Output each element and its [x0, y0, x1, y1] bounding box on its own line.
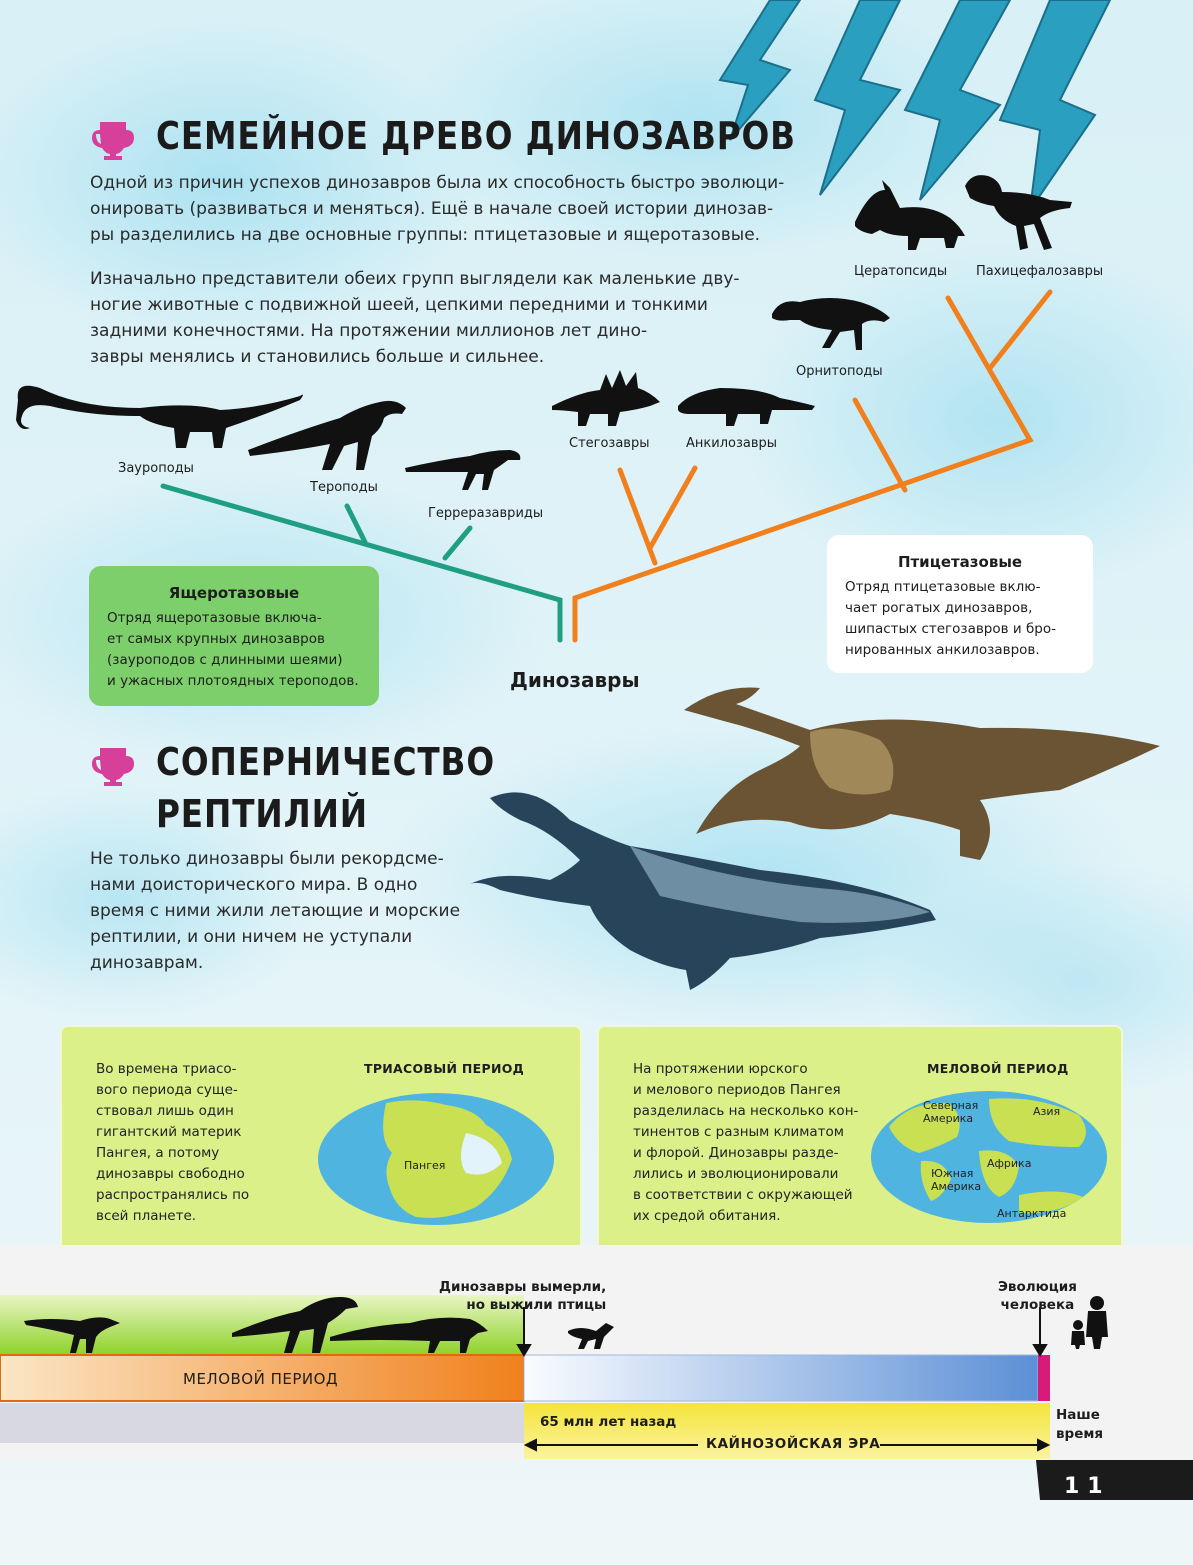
mya-label: 65 млн лет назад	[540, 1414, 677, 1430]
pangaea-label: Пангея	[404, 1159, 446, 1172]
south-america-label: Южная Америка	[931, 1167, 982, 1193]
saurischia-info-box	[89, 566, 379, 706]
africa-label: Африка	[987, 1157, 1032, 1170]
ornithischia-text: Отряд птицетазовые вклю- чает рогатых динозавров, шипастых стегозавров и бро- нированных анкилозавров.	[845, 579, 1056, 658]
triassic-panel-text: Во времена триасо- вого периода суще- ствовал лишь один гигантский материк Пангея, а потому динозавры свободно распространялись по всей планете.	[96, 1061, 250, 1224]
label-stegosaurs: Стегозавры	[569, 436, 650, 451]
ornithischia-info-box	[827, 535, 1093, 673]
cretaceous-panel-text: На протяжении юрского и мелового периодов Пангея разделилась на несколько кон- тинентов с разным климатом и флорой. Динозавры разде- лились и эволюционировали в соответствии с окружающей их средой обитания.	[633, 1061, 859, 1224]
cretaceous-map-title: МЕЛОВОЙ ПЕРИОД	[927, 1061, 1069, 1076]
tree-root-label: Динозавры	[510, 668, 640, 692]
north-america-label: Северная Америка	[923, 1099, 979, 1125]
label-ornithopods: Орнитоподы	[796, 364, 883, 379]
triassic-panel	[60, 1025, 582, 1257]
saurischia-title: Ящеротазовые	[168, 584, 300, 602]
human-evolution-caption: Эволюция человека	[998, 1279, 1077, 1313]
intro-paragraph: Одной из причин успехов динозавров была их способность быстро эволюци- онировать (развиваться и меняться). Ещё в начале своей истории динозав- ры разделились на две основные группы: птицетазовые и ящеротазовые.	[90, 173, 785, 245]
ornithischia-title: Птицетазовые	[897, 553, 1023, 571]
label-ankylosaurs: Анкилозавры	[686, 436, 778, 451]
asia-label: Азия	[1033, 1105, 1061, 1118]
marine-and-flying-reptiles-illustration	[460, 670, 1180, 1010]
cretaceous-period-bar-label: МЕЛОВОЙ ПЕРИОД	[183, 1370, 339, 1388]
label-theropods: Тероподы	[310, 480, 378, 495]
label-herrerasaurids: Герреразавриды	[428, 506, 544, 521]
section-title-family-tree: СЕМЕЙНОЕ ДРЕВО ДИНОЗАВРОВ	[156, 114, 796, 158]
extinction-caption: Динозавры вымерли, но выжили птицы	[439, 1279, 607, 1313]
cenozoic-era-label: КАЙНОЗОЙСКАЯ ЭРА	[706, 1436, 881, 1452]
antarctica-label: Антарктида	[997, 1207, 1067, 1220]
trophy-icon	[90, 118, 136, 160]
page-number: 11	[1064, 1474, 1111, 1499]
section-title-reptile-rivalry-line2: РЕПТИЛИЙ	[156, 792, 369, 836]
section-title-reptile-rivalry-line1: СОПЕРНИЧЕСТВО	[156, 740, 495, 784]
reptiles-paragraph: Не только динозавры были рекордсме- нами доисторического мира. В одно время с ними жили летающие и морские рептилии, и они ничем не уступали динозаврам.	[90, 849, 461, 973]
label-ceratopsids: Цератопсиды	[854, 264, 948, 279]
trophy-icon	[90, 744, 136, 786]
dinosaur-silhouettes	[16, 175, 1072, 490]
present-time-label: Наше время	[1056, 1407, 1104, 1442]
triassic-map-title: ТРИАСОВЫЙ ПЕРИОД	[364, 1061, 525, 1076]
saurischia-text: Отряд ящеротазовые включа- ет самых крупных динозавров (зауроподов с длинными шеями) и ужасных плотоядных тероподов.	[107, 610, 359, 689]
cretaceous-panel	[597, 1025, 1123, 1257]
label-pachycephalosaurs: Пахицефалозавры	[976, 264, 1104, 279]
label-sauropods: Зауроподы	[118, 461, 194, 476]
second-paragraph: Изначально представители обеих групп выглядели как маленькие дву- ногие животные с подвижной шеей, цепкими передними и тонкими задними конечностями. На протяжении миллионов лет дино- завры менялись и становились больше и сильнее.	[90, 269, 740, 367]
